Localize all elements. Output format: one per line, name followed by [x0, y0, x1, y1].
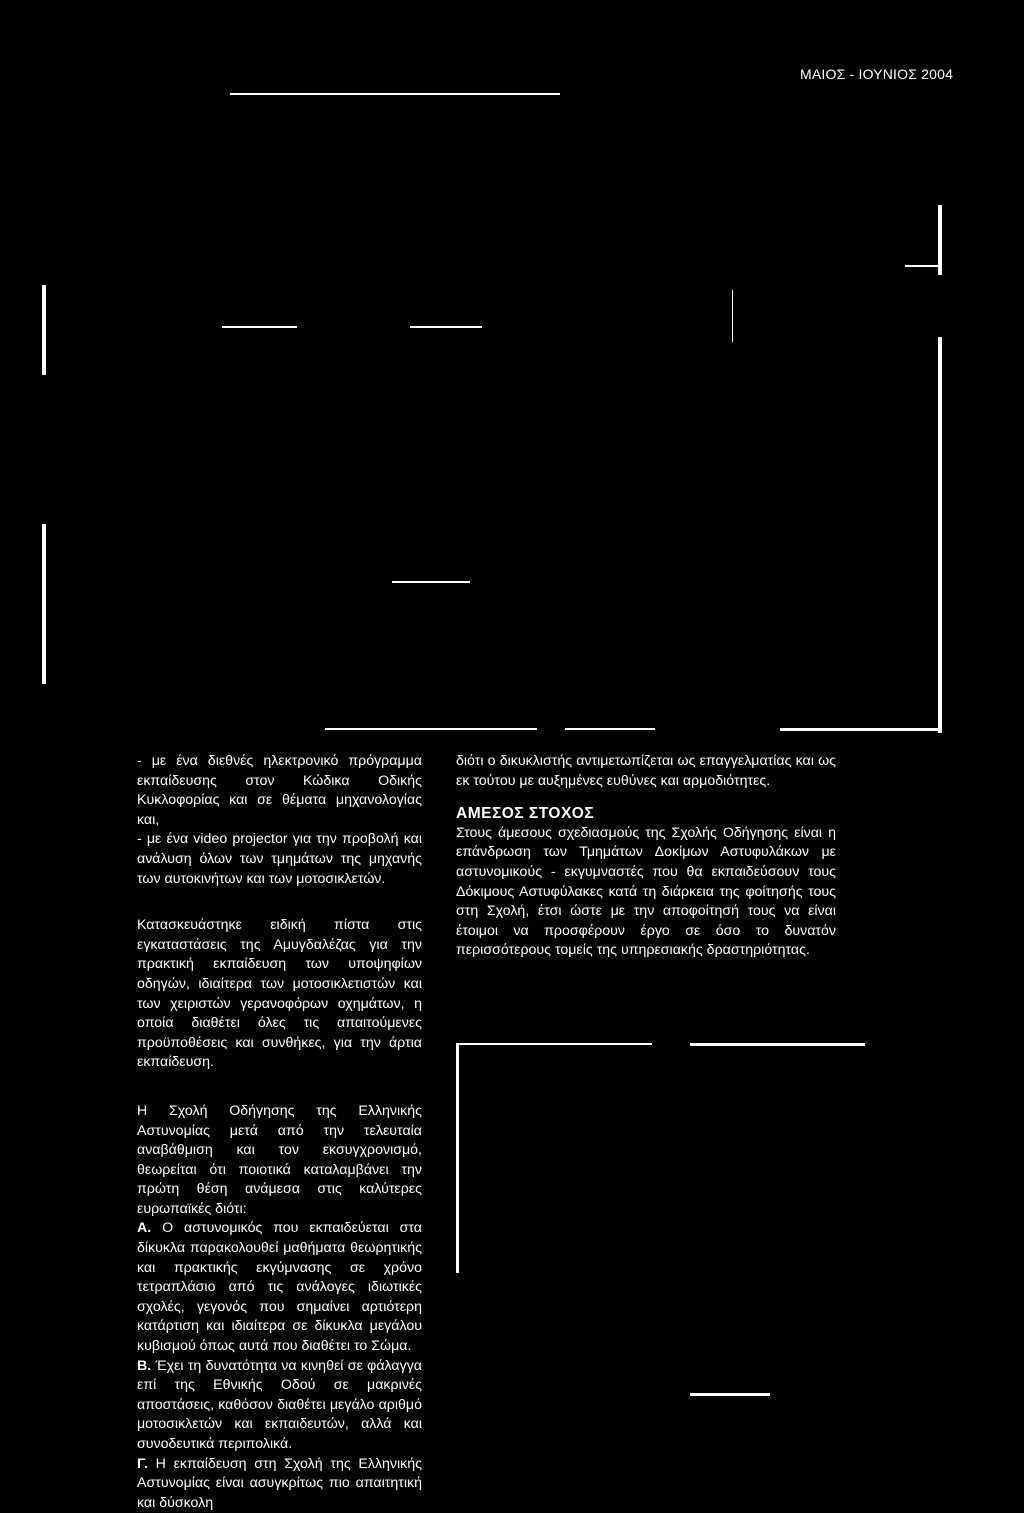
paragraph: Η Σχολή Οδήγησης της Ελληνικής Αστυνομίας μετά από την τελευταία αναβάθμιση και τον εκσυγχρονισμό, θεωρείται ότι ποιοτικά καταλαμβάνει την πρώτη θέση ανάμεσα στις καλύτερες ευρωπαϊκές διότι:	[137, 1102, 422, 1217]
item-label: Α.	[137, 1220, 152, 1237]
frame-line	[222, 326, 297, 328]
frame-line	[410, 326, 482, 328]
issue-date: ΜΑΙΟΣ - ΙΟΥΝΙΟΣ 2004	[800, 66, 954, 82]
list-item-b	[137, 1357, 422, 1455]
list-item-c	[137, 1455, 422, 1513]
frame-line	[905, 265, 941, 267]
right-column	[456, 752, 836, 961]
item-text: Η εκπαίδευση στη Σχολή της Ελληνικής Αστυνομίας είναι ασυγκρίτως πιο απαιτητική και δύσκολη	[137, 1455, 422, 1511]
paragraph: Στους άμεσους σχεδιασμούς της Σχολής Οδήγησης είναι η επάνδρωση των Τμημάτων Δοκίμων Αστυφυλάκων με αστυνομικούς - εκγυμναστές που θα εκπαιδεύσουν τους Δόκιμους Αστυφύλακες κατά τη διάρκεια της φοίτησής τους στη Σχολή, έτσι ώστε με την αποφοίτησή τους να είναι έτοιμοι να προσφέρουν έργο σε όσο το δυνατόν περισσότερους τομείς της υπηρεσιακής δραστηριότητας.	[456, 824, 836, 959]
frame-line	[42, 285, 46, 375]
frame-line	[780, 728, 942, 731]
paragraph: - με ένα video projector για την προβολή και ανάλυση όλων των τμημάτων της μηχανής των αυτοκινήτων και των μοτοσικλετών.	[137, 831, 422, 887]
frame-line	[230, 93, 560, 95]
item-text: Έχει τη δυνατότητα να κινηθεί σε φάλαγγα επί της Εθνικής Οδού σε μακρινές αποστάσεις, καθόσον διαθέτει μεγάλο αριθμό μοτοσικλετών και εκπαιδευτών, αλλά και συνοδευτικά περιπολικά.	[137, 1357, 422, 1452]
frame-line	[456, 1043, 652, 1045]
item-label: Γ.	[137, 1455, 148, 1472]
list-item-a	[137, 1219, 422, 1356]
frame-line	[732, 290, 733, 342]
left-column	[137, 752, 422, 1513]
frame-line	[392, 581, 470, 583]
frame-line	[325, 728, 537, 730]
item-text: Ο αστυνομικός που εκπαιδεύεται στα δίκυκλα παρακολουθεί μαθήματα θεωρητικής και πρακτικής εκγύμνασης σε χρόνο τετραπλάσιο από τις ανάλογες ιδιωτικές σχολές, γεγονός που σημαίνει αρτιότερη κατάρτιση και ιδιαίτερα σε δίκυκλα μεγάλου κυβισμού όπως αυτά που διαθέτει το Σώμα.	[137, 1220, 422, 1355]
section-heading: ΑΜΕΣΟΣ ΣΤΟΧΟΣ	[456, 805, 595, 823]
paragraph: - με ένα διεθνές ηλεκτρονικό πρόγραμμα εκπαίδευσης στον Κώδικα Οδικής Κυκλοφορίας και σε θέματα μηχανολογίας και,	[137, 753, 422, 828]
frame-line	[42, 524, 46, 684]
frame-line	[690, 1043, 865, 1046]
paragraph: Κατασκευάστηκε ειδική πίστα στις εγκαταστάσεις της Αμυγδαλέζας για την πρακτική εκπαίδευση των υποψηφίων οδηγών, ιδιαίτερα των μοτοσικλετιστών και των χειριστών γερανοφόρων οχημάτων, η οποία διαθέτει όλες τις απαιτούμενες προϋποθέσεις και συνθήκες, για την άρτια εκπαίδευση.	[137, 917, 422, 1071]
frame-line	[565, 728, 655, 730]
frame-line	[938, 337, 942, 733]
frame-line	[456, 1043, 459, 1273]
frame-line	[690, 1393, 770, 1396]
item-label: Β.	[137, 1357, 152, 1374]
paragraph: διότι ο δικυκλιστής αντιμετωπίζεται ως επαγγελματίας και ως εκ τούτου με αυξημένες ευθύνες και αρμοδιότητες.	[456, 753, 836, 789]
